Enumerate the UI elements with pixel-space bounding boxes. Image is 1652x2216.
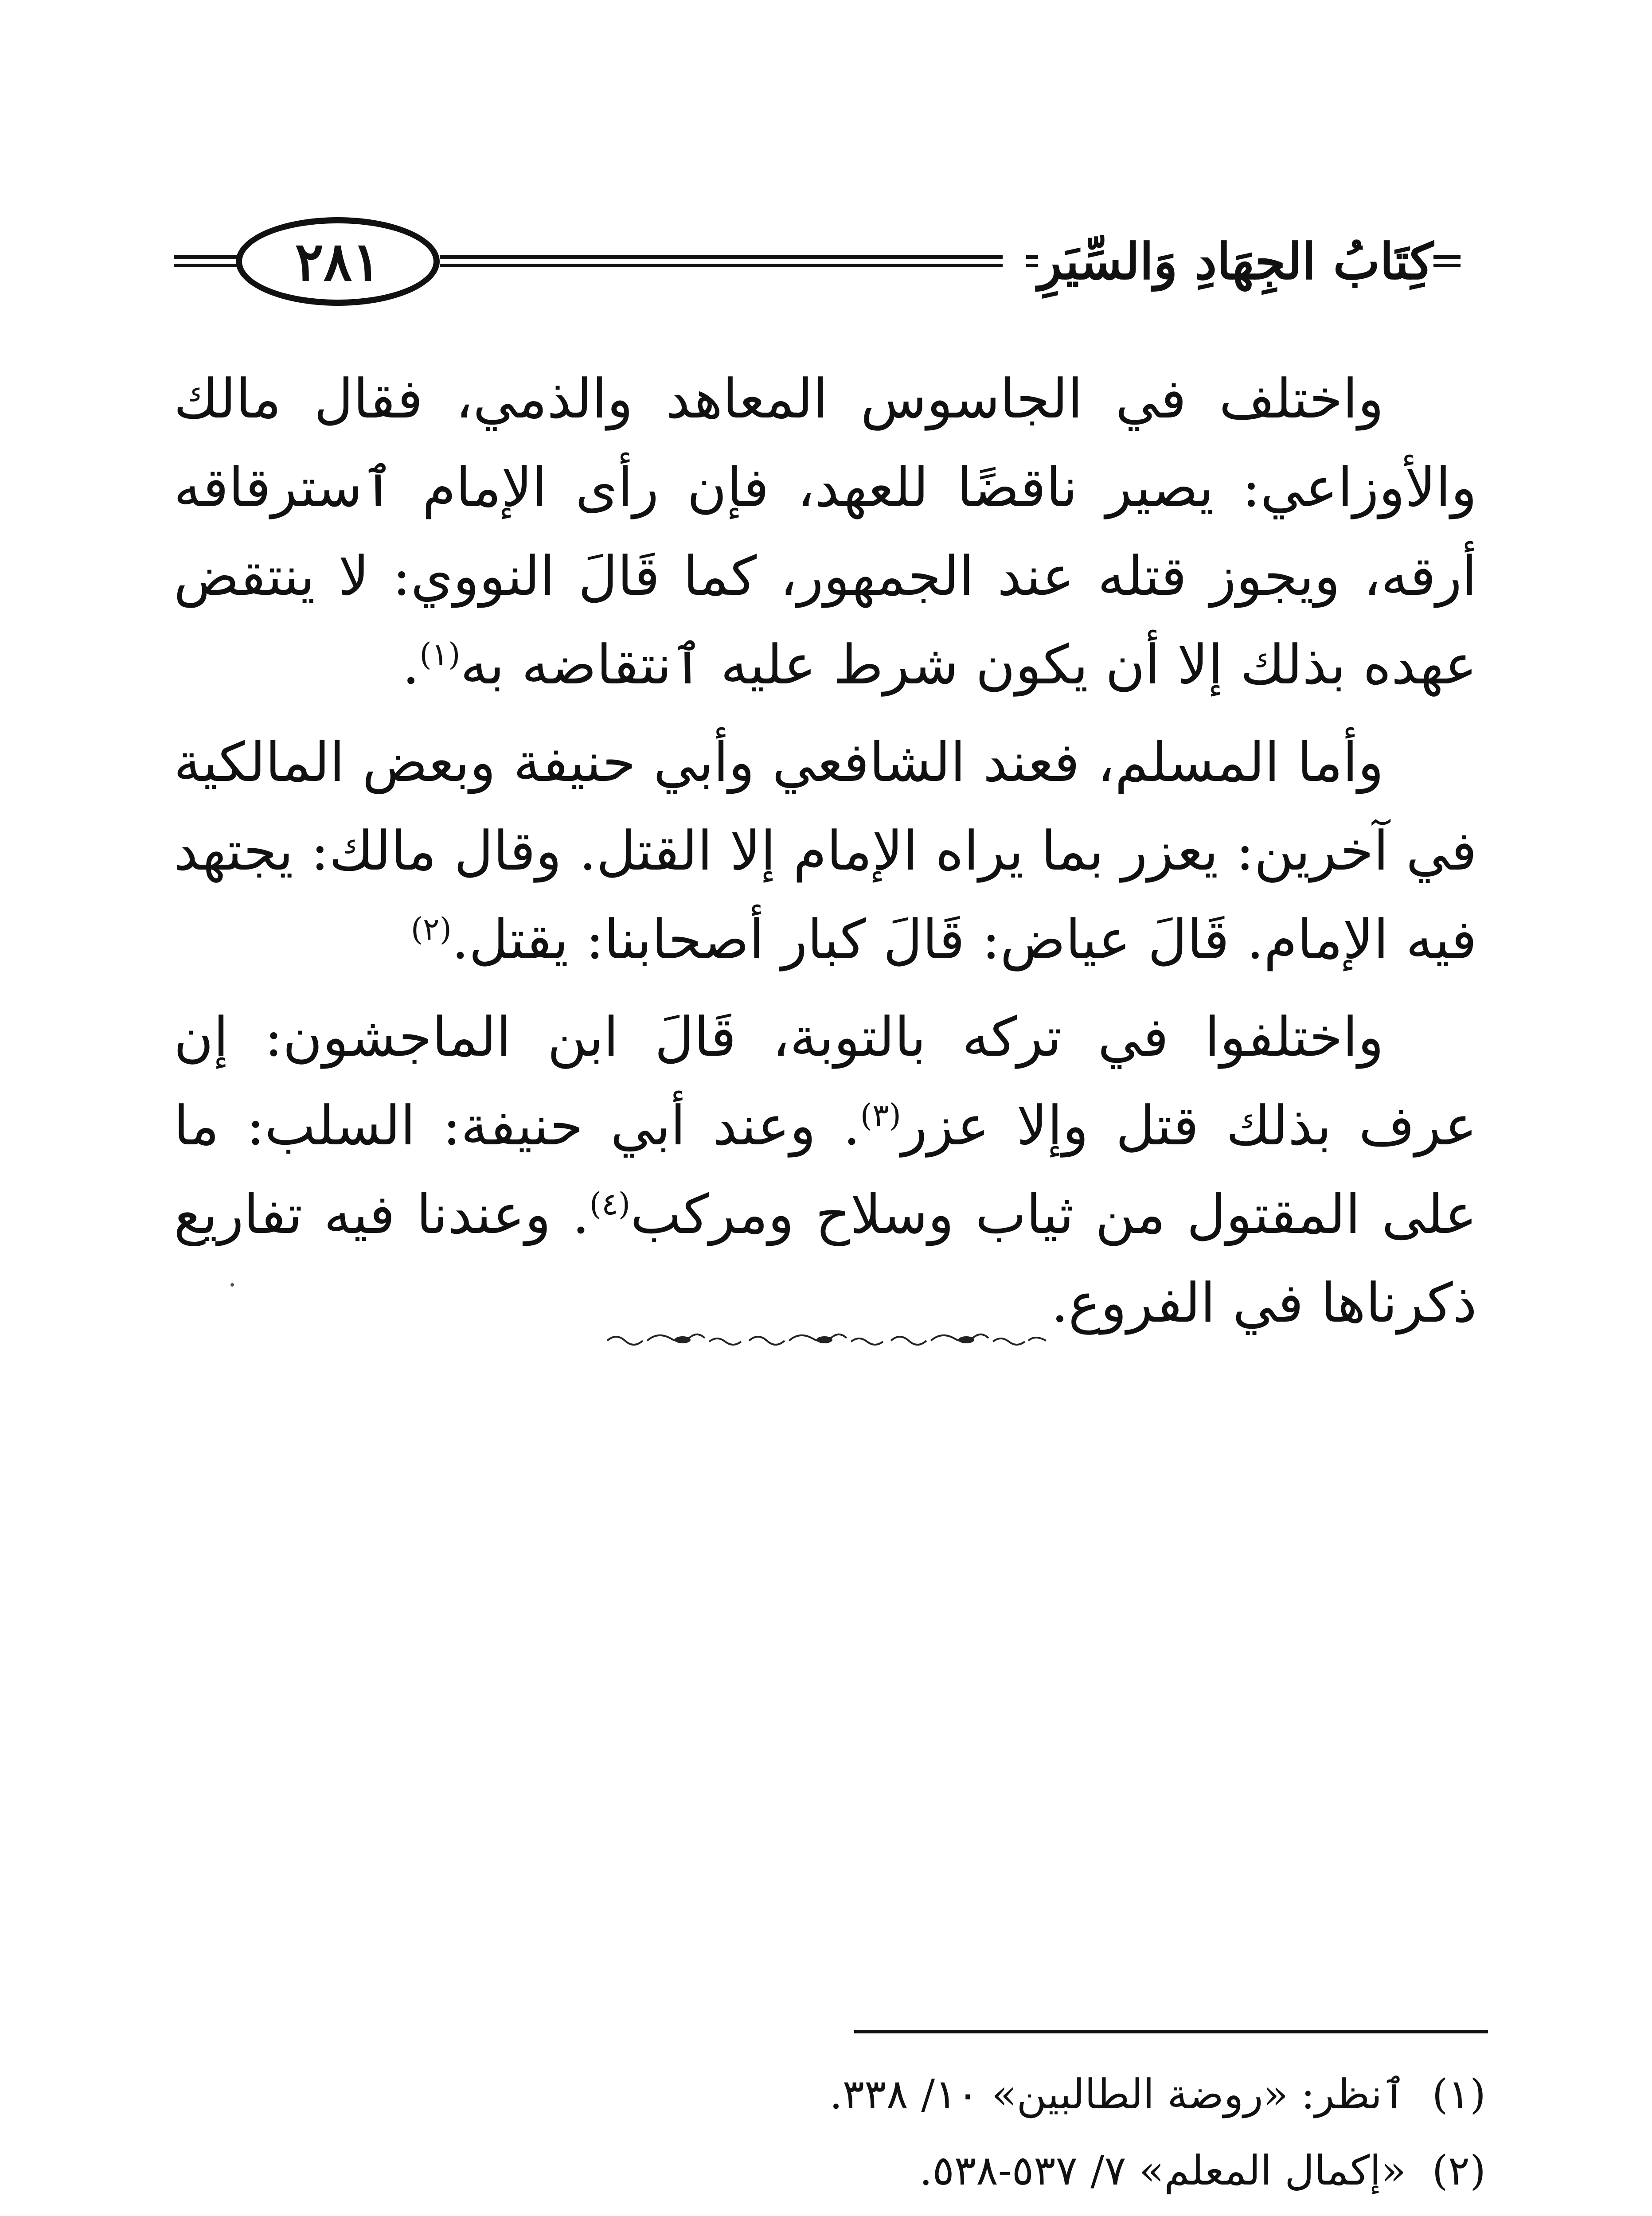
footnotes [174,2056,1486,2216]
footnote-2 [174,2133,1486,2209]
main-text [174,355,1477,1356]
footnote-marker-3: (٣) [860,1097,901,1134]
footnote-marker-4: (٤) [589,1186,630,1222]
paragraph-1-tail: . [402,633,420,696]
footnote-3 [174,2209,1486,2216]
paragraph-1-text: واختلف في الجاسوس المعاهد والذمي، فقال مالك والأوزاعي: يصير ناقضًا للعهد، فإن رأى الإمام ٱسترقاقه أرقه، ويجوز قتله عند الجمهور، كما قَالَ النووي: لا ينتقض عهده بذلك إلا أن يكون شرط عليه ٱنتقاضه به [174,367,1477,696]
footnote-3-text [174,2209,1406,2216]
footnote-marker-2: (٢) [410,911,452,948]
footnote-2-text: «إكمال المعلم» ٧/ ٥٣٧-٥٣٨. [919,2147,1406,2194]
running-title [1008,230,1478,293]
paragraph-1 [174,355,1477,709]
footnote-1 [174,2056,1486,2133]
header-rule-middle [440,255,1003,268]
footnote-1-number: (١) [1432,2071,1486,2118]
running-title-text: كِتَابُ الجِهَادِ وَالسِّيَرِ [1038,232,1434,291]
paragraph-2-text: وأما المسلم، فعند الشافعي وأبي حنيفة وبعض المالكية في آخرين: يعزر بما يراه الإمام إلا القتل. وقال مالك: يجتهد فيه الإمام. قَالَ عياض: قَالَ كبار أصحابنا: يقتل. [174,731,1477,971]
footnote-3-number [1406,2209,1486,2216]
header-rule-left [174,255,240,268]
title-dash-right [1433,255,1461,268]
page-number: ٢٨١ [295,230,381,293]
ornament-divider [603,1332,1051,1350]
footnote-marker-1: (١) [419,636,461,673]
print-speck [230,1283,234,1287]
footnote-1-text: ٱنظر: «روضة الطالبين» ١٠/ ٣٣٨. [829,2071,1406,2118]
paragraph-2 [174,718,1477,984]
title-dash-left [1026,255,1038,268]
paragraph-3-text-b: . وعند أبي حنيفة: السلب: ما على المقتول من ثياب وسلاح ومركب [174,1094,1477,1246]
footnote-separator [854,2030,1488,2033]
paragraph-3 [174,993,1477,1347]
page-number-badge [236,217,440,306]
footnote-2-number: (٢) [1432,2147,1486,2194]
page-header [174,208,1478,310]
paragraph-3-text-a: واختلفوا في تركه بالتوبة، قَالَ ابن الماجشون: إن عرف بذلك قتل وإلا عزر [174,1006,1477,1157]
paragraph-3-text-c: . وعندنا فيه تفاريع ذكرناها في الفروع. [174,1183,1477,1334]
